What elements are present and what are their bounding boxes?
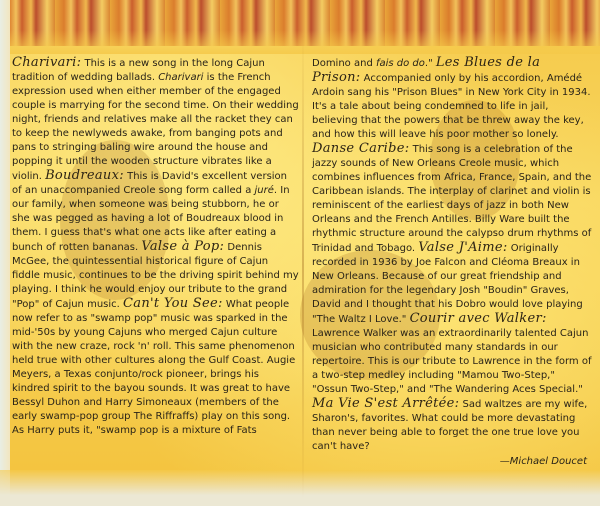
song-heading-charivari: Charivari: [12, 55, 82, 70]
song-text: Accompanied only by his accordion, Amédé Ardoin sang his "Prison Blues" in New York City in 1934. It's a tale about being condemned to life in jail, believing that the powers that be threw away the key, and how this will leave his poor mother so lonely. [312, 73, 591, 140]
song-text-italic: Charivari [158, 72, 204, 83]
song-heading-valse-a-pop: Valse à Pop: [141, 239, 225, 254]
song-heading-courir-avec-walker: Courir avec Walker: [409, 311, 547, 326]
page-fold [302, 30, 304, 500]
song-text: Sad waltzes are my wife, Sharon's, favorites. What could be more devastating than never being able to forget the one true love you can't have? [312, 399, 588, 452]
song-heading-les-blues-de-la-prison: Les Blues de la Prison: [312, 55, 541, 85]
song-text: Originally recorded in 1936 by Joe Falcon and Cléoma Breaux in New Orleans. Because of our great friendship and admiration for the legendary Josh "Boudin" Graves, David and I thought that his Dobro would love playing "The Waltz I Love." [312, 243, 583, 325]
song-text: ." [424, 58, 436, 69]
author-signature: —Michael Doucet [499, 456, 587, 467]
liner-notes-right [312, 56, 593, 454]
song-heading-boudreaux: Boudreaux: [45, 168, 124, 183]
liner-notes-left [12, 56, 299, 438]
right-column [312, 56, 593, 469]
bottom-band [0, 470, 600, 506]
song-text: is the French expression used when either member of the engaged couple is marrying for the second time. On their wedding night, friends and relatives make all the racket they can to keep the newlyweds awake, from banging pots and pans to stringing baling wire around the house and popping it until the wooden structure vibrates like a violin. [12, 72, 299, 182]
left-column [12, 56, 299, 438]
left-margin [0, 0, 10, 506]
song-heading-valse-jaime: Valse J'Aime: [418, 240, 508, 255]
top-band-fade [0, 30, 600, 54]
song-heading-danse-caribe: Danse Caribe: [312, 141, 410, 156]
song-text: This is David's excellent version of an unaccompanied Creole song form called a [12, 171, 288, 196]
song-text: Domino and [312, 58, 376, 69]
song-text: Lawrence Walker was an extraordinarily talented Cajun musician who contributed many standards in our repertoire. This is our tribute to Lawrence in the form of a two-step medley including "Mamou Two-Step," "Ossun Two-Step," and "The Wandering Aces Special." [312, 328, 592, 395]
song-text-italic: juré [254, 185, 274, 196]
song-text: This is a new song in the long Cajun tradition of wedding ballads. [12, 58, 265, 83]
song-heading-ma-vie-sest-arretee: Ma Vie S'est Arrêtée: [312, 396, 460, 411]
song-text: What people now refer to as "swamp pop" music was sparked in the mid-'50s by young Cajuns who merged Cajun culture with the new craze, rock 'n' roll. This same phenomenon held true with other cultures along the Gulf Coast. Augie Meyers, a Texas conjunto/rock pioneer, brings his kindred spirit to the bayou sounds. It was great to have Bessyl Duhon and Harry Simoneaux (members of the early swamp-pop group The Riffraffs) play on this song. As Harry puts it, "swamp pop is a mixture of Fats [12, 299, 296, 436]
song-text: . In our family, when someone was being stubborn, he or she was pegged as having a lot of Boudreaux blood in them. I guess that's what one acts like after eating a bunch of rotten bananas. [12, 185, 290, 253]
song-text: This song is a celebration of the jazzy sounds of New Orleans Creole music, which combines influences from Africa, France, Spain, and the Caribbean islands. The interplay of clarinet and violin is reminiscent of the earliest days of jazz in both New Orleans and the French Antilles. Billy Ware built the rhythmic structure around the calypso drum rhythms of Trinidad and Tobago. [312, 144, 592, 254]
song-heading-cant-you-see: Can't You See: [123, 296, 223, 311]
song-text-italic: fais do do [375, 58, 425, 69]
song-text: Dennis McGee, the quintessential historical figure of Cajun fiddle music, continues to be the driving spirit behind my playing. I think he would enjoy our tribute to the grand "Pop" of Cajun music. [12, 242, 299, 310]
